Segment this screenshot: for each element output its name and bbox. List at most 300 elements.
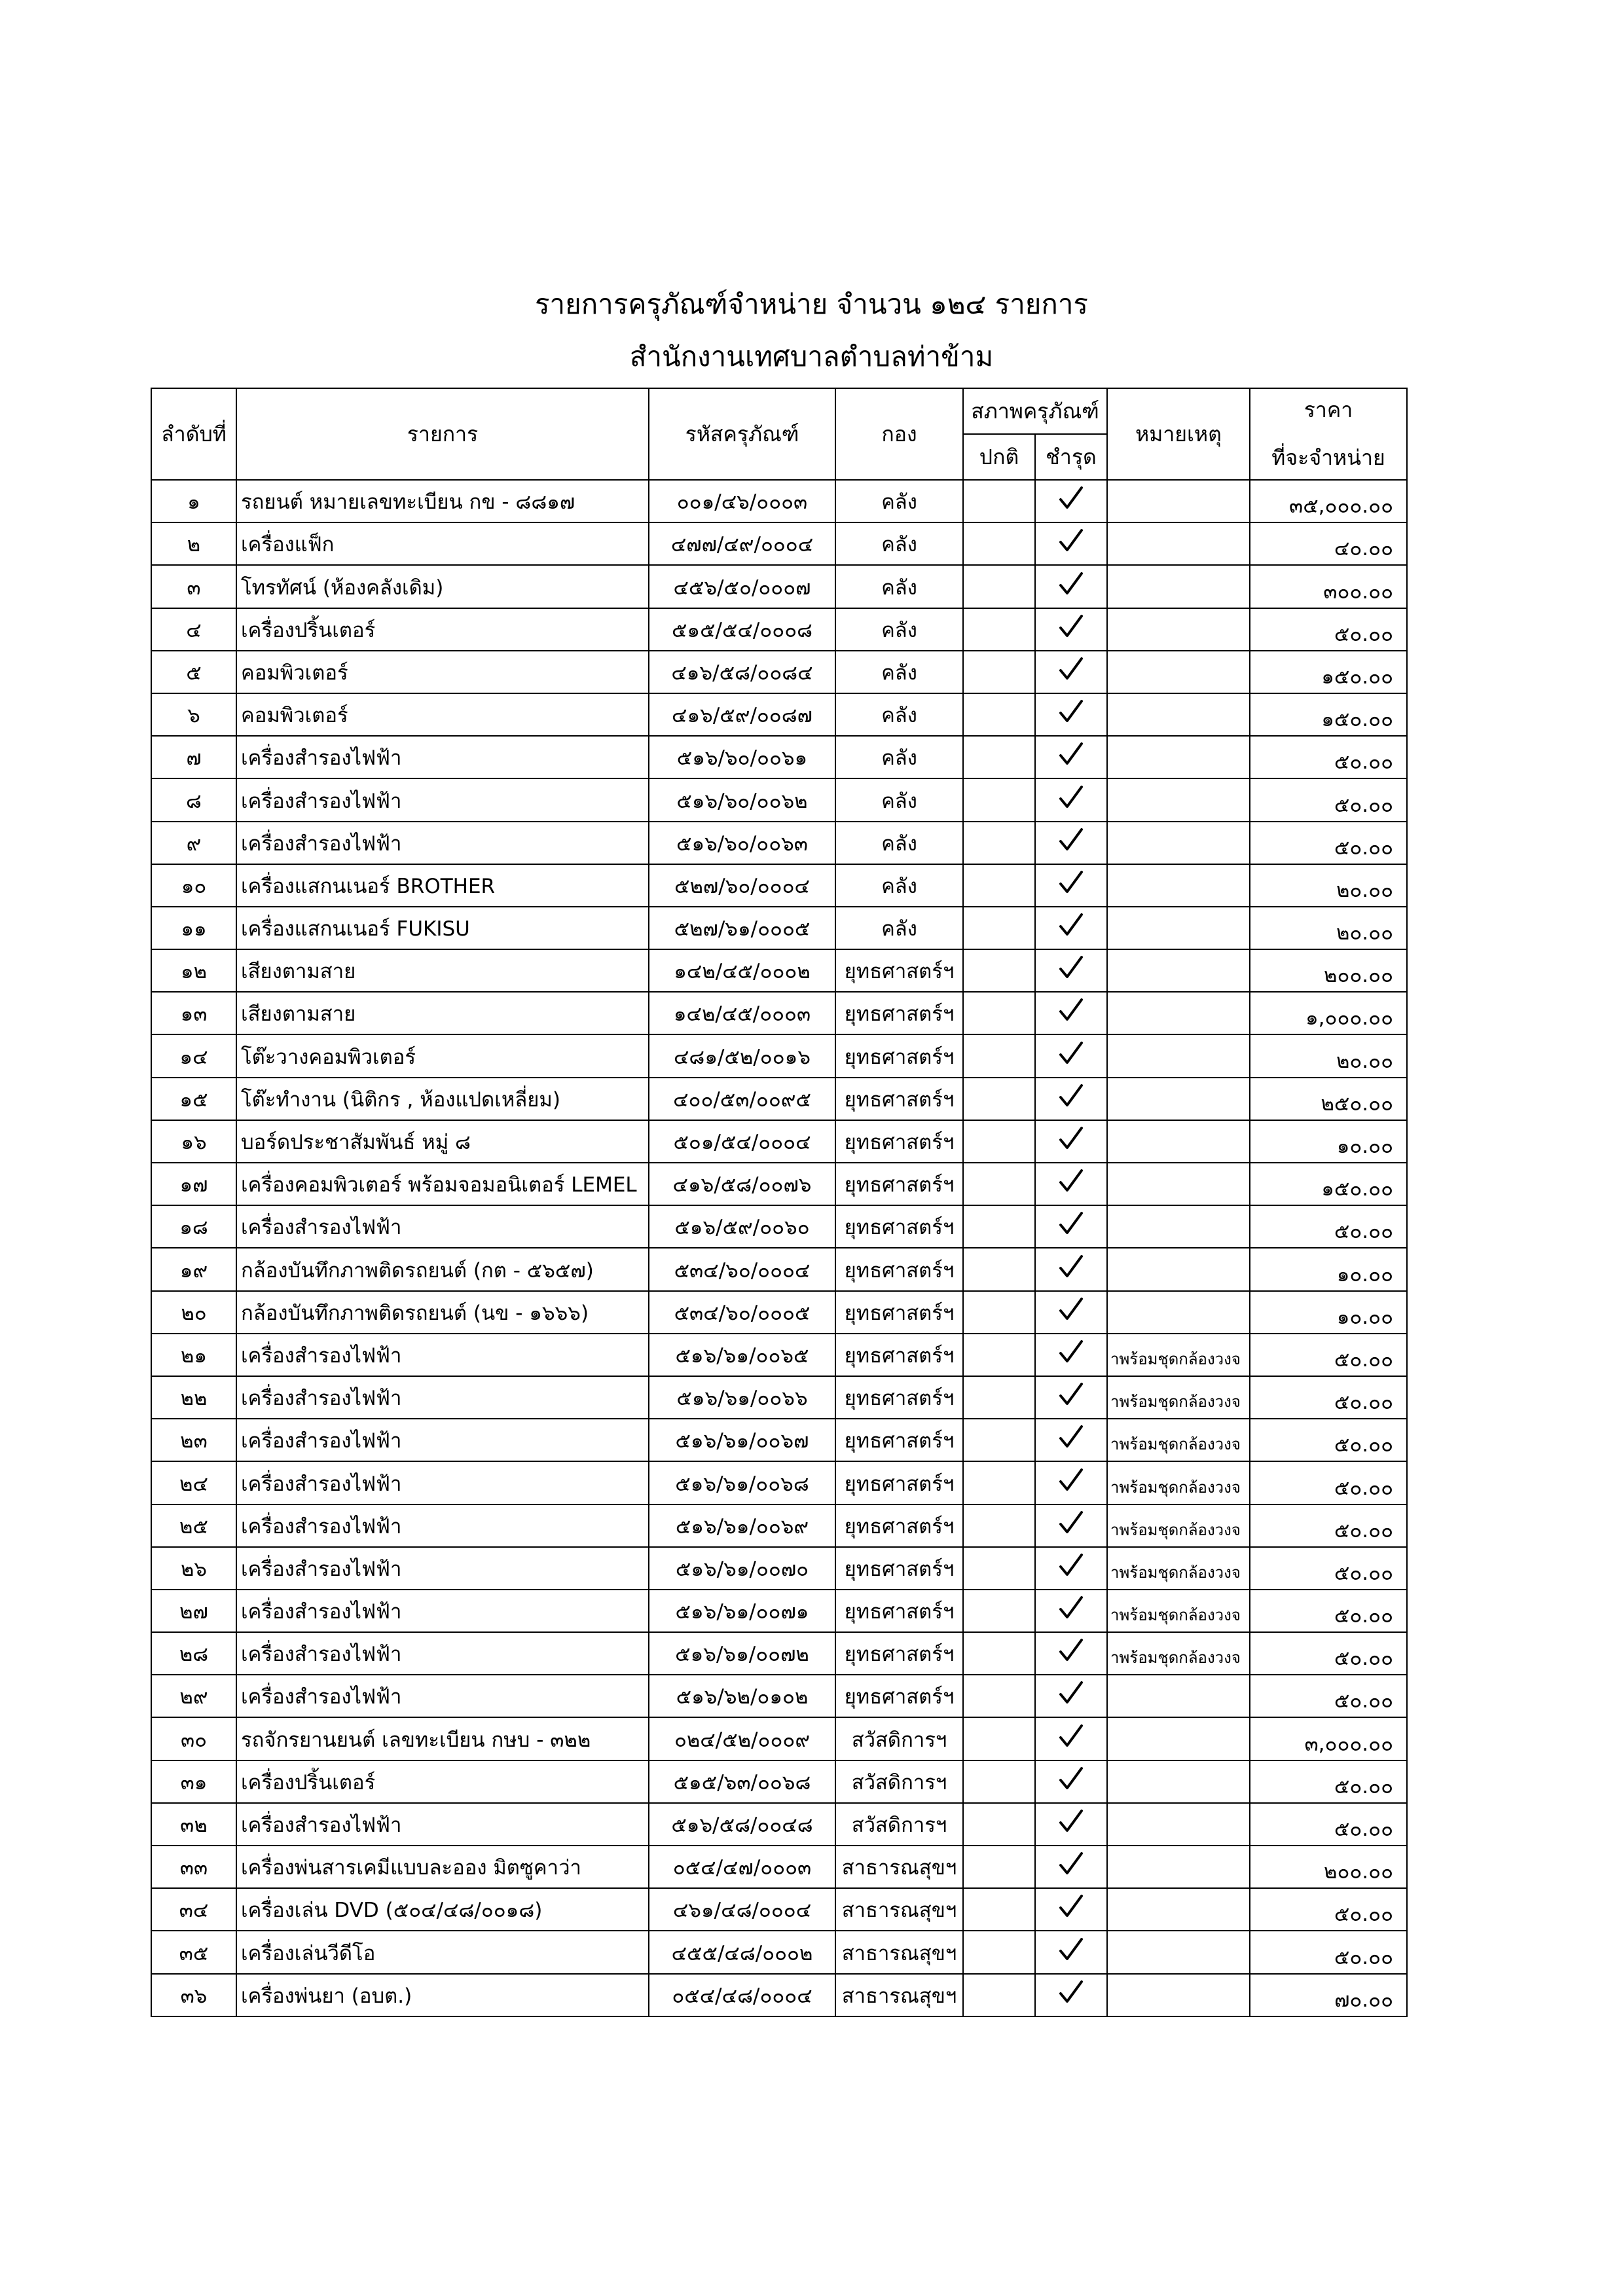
row-normal <box>963 1034 1035 1077</box>
row-damaged <box>1035 1034 1107 1077</box>
check-mark-icon <box>1057 953 1085 982</box>
row-dept: คลัง <box>835 907 963 949</box>
row-code: ๐๒๔/๕๒/๐๐๐๙ <box>649 1717 835 1760</box>
row-damaged <box>1035 1120 1107 1163</box>
check-mark-icon <box>1057 1209 1085 1238</box>
check-mark-icon <box>1057 1935 1085 1964</box>
row-normal <box>963 1504 1035 1547</box>
row-note <box>1107 822 1250 864</box>
row-no: ๒๔ <box>151 1461 236 1504</box>
row-price: ๒๕๐.๐๐ <box>1250 1078 1407 1120</box>
row-normal <box>963 1163 1035 1205</box>
check-mark-icon <box>1057 484 1085 513</box>
row-item: เครื่องสำรองไฟฟ้า <box>236 822 649 864</box>
table-row <box>151 822 1407 864</box>
row-item: กล้องบันทึกภาพติดรถยนต์ (นข - ๑๖๖๖) <box>236 1291 649 1334</box>
row-note <box>1107 949 1250 992</box>
row-dept: คลัง <box>835 608 963 651</box>
row-no: ๒๙ <box>151 1675 236 1717</box>
row-note <box>1107 1120 1250 1163</box>
row-damaged <box>1035 778 1107 821</box>
check-mark-icon <box>1057 826 1085 854</box>
row-dept: ยุทธศาสตร์ฯ <box>835 949 963 992</box>
row-note <box>1107 1205 1250 1248</box>
row-dept: คลัง <box>835 822 963 864</box>
row-note <box>1107 1078 1250 1120</box>
row-normal <box>963 1974 1035 2016</box>
check-mark-icon <box>1057 697 1085 726</box>
row-no: ๑๘ <box>151 1205 236 1248</box>
row-normal <box>963 1334 1035 1376</box>
row-code: ๐๐๑/๔๖/๐๐๐๓ <box>649 480 835 522</box>
row-no: ๙ <box>151 822 236 864</box>
row-damaged <box>1035 1590 1107 1632</box>
row-price: ๕๐.๐๐ <box>1250 608 1407 651</box>
row-price: ๑,๐๐๐.๐๐ <box>1250 992 1407 1034</box>
check-mark-icon <box>1057 783 1085 812</box>
row-price: ๑๐.๐๐ <box>1250 1120 1407 1163</box>
row-damaged <box>1035 1547 1107 1590</box>
row-price: ๒๐.๐๐ <box>1250 864 1407 907</box>
row-price: ๓๕,๐๐๐.๐๐ <box>1250 480 1407 522</box>
header-price-line1: ราคา <box>1304 397 1353 422</box>
table-row <box>151 1205 1407 1248</box>
row-item: เครื่องแฟ็ก <box>236 522 649 565</box>
row-price: ๕๐.๐๐ <box>1250 1205 1407 1248</box>
row-note <box>1107 1888 1250 1931</box>
row-note <box>1107 1291 1250 1334</box>
table-row <box>151 736 1407 778</box>
check-mark-icon <box>1057 1252 1085 1281</box>
row-note <box>1107 1248 1250 1290</box>
row-damaged <box>1035 1888 1107 1931</box>
row-no: ๑๐ <box>151 864 236 907</box>
check-mark-icon <box>1057 1636 1085 1665</box>
row-price: ๑๕๐.๐๐ <box>1250 651 1407 693</box>
row-code: ๕๑๖/๖๐/๐๐๖๓ <box>649 822 835 864</box>
row-code: ๐๕๔/๔๗/๐๐๐๓ <box>649 1846 835 1888</box>
row-dept: คลัง <box>835 522 963 565</box>
row-item: เครื่องแสกนเนอร์ BROTHER <box>236 864 649 907</box>
row-no: ๓๓ <box>151 1846 236 1888</box>
row-normal <box>963 522 1035 565</box>
row-normal <box>963 1632 1035 1675</box>
check-mark-icon <box>1057 1807 1085 1836</box>
check-mark-icon <box>1057 1551 1085 1580</box>
row-code: ๕๑๖/๖๑/๐๐๖๘ <box>649 1461 835 1504</box>
table-row <box>151 907 1407 949</box>
row-no: ๑๗ <box>151 1163 236 1205</box>
row-normal <box>963 778 1035 821</box>
table-row <box>151 651 1407 693</box>
row-code: ๔๖๑/๔๘/๐๐๐๔ <box>649 1888 835 1931</box>
row-damaged <box>1035 1376 1107 1419</box>
row-price: ๑๐.๐๐ <box>1250 1248 1407 1290</box>
table-row <box>151 1846 1407 1888</box>
row-damaged <box>1035 651 1107 693</box>
row-no: ๑๓ <box>151 992 236 1034</box>
check-mark-icon <box>1057 1295 1085 1324</box>
row-normal <box>963 1419 1035 1461</box>
row-code: ๕๑๖/๕๙/๐๐๖๐ <box>649 1205 835 1248</box>
check-mark-icon <box>1057 1764 1085 1793</box>
row-no: ๑ <box>151 480 236 522</box>
row-item: เครื่องพ่นยา (อบต.) <box>236 1974 649 2016</box>
row-damaged <box>1035 736 1107 778</box>
row-normal <box>963 651 1035 693</box>
row-no: ๓๔ <box>151 1888 236 1931</box>
row-note: าพร้อมชุดกล้องวงจ <box>1107 1419 1250 1461</box>
row-item: เครื่องเล่น DVD (๕๐๔/๔๘/๐๐๑๘) <box>236 1888 649 1931</box>
row-no: ๕ <box>151 651 236 693</box>
row-dept: สาธารณสุขฯ <box>835 1974 963 2016</box>
table-body <box>151 480 1407 2016</box>
row-damaged <box>1035 1078 1107 1120</box>
row-code: ๕๑๖/๖๑/๐๐๗๐ <box>649 1547 835 1590</box>
row-normal <box>963 1120 1035 1163</box>
row-damaged <box>1035 822 1107 864</box>
row-normal <box>963 1291 1035 1334</box>
row-normal <box>963 907 1035 949</box>
row-note <box>1107 736 1250 778</box>
row-code: ๕๒๗/๖๐/๐๐๐๔ <box>649 864 835 907</box>
table-row <box>151 1120 1407 1163</box>
row-dept: ยุทธศาสตร์ฯ <box>835 1632 963 1675</box>
row-damaged <box>1035 1205 1107 1248</box>
row-code: ๕๑๖/๖๒/๐๑๐๒ <box>649 1675 835 1717</box>
row-code: ๕๓๔/๖๐/๐๐๐๕ <box>649 1291 835 1334</box>
row-dept: ยุทธศาสตร์ฯ <box>835 1291 963 1334</box>
row-note <box>1107 693 1250 736</box>
header-code: รหัสครุภัณฑ์ <box>649 388 835 480</box>
row-price: ๕๐.๐๐ <box>1250 1931 1407 1973</box>
row-item: เสียงตามสาย <box>236 992 649 1034</box>
row-normal <box>963 1717 1035 1760</box>
row-code: ๕๐๑/๕๔/๐๐๐๔ <box>649 1120 835 1163</box>
row-dept: คลัง <box>835 864 963 907</box>
row-code: ๔๑๖/๕๘/๐๐๘๔ <box>649 651 835 693</box>
row-note <box>1107 1760 1250 1803</box>
row-note <box>1107 608 1250 651</box>
row-damaged <box>1035 1334 1107 1376</box>
check-mark-icon <box>1057 1039 1085 1068</box>
row-dept: ยุทธศาสตร์ฯ <box>835 1120 963 1163</box>
row-price: ๑๐.๐๐ <box>1250 1291 1407 1334</box>
row-damaged <box>1035 1291 1107 1334</box>
row-damaged <box>1035 480 1107 522</box>
row-note: าพร้อมชุดกล้องวงจ <box>1107 1547 1250 1590</box>
row-price: ๑๕๐.๐๐ <box>1250 693 1407 736</box>
row-note <box>1107 907 1250 949</box>
row-code: ๔๕๖/๕๐/๐๐๐๗ <box>649 565 835 608</box>
row-note <box>1107 1846 1250 1888</box>
row-item: เครื่องปริ้นเตอร์ <box>236 608 649 651</box>
table-row <box>151 1931 1407 1973</box>
row-code: ๕๑๕/๕๔/๐๐๐๘ <box>649 608 835 651</box>
row-item: โต๊ะทำงาน (นิติกร , ห้องแปดเหลี่ยม) <box>236 1078 649 1120</box>
row-no: ๒๑ <box>151 1334 236 1376</box>
row-code: ๕๑๖/๖๑/๐๐๖๖ <box>649 1376 835 1419</box>
row-dept: ยุทธศาสตร์ฯ <box>835 1334 963 1376</box>
row-note: าพร้อมชุดกล้องวงจ <box>1107 1376 1250 1419</box>
table-row <box>151 1974 1407 2016</box>
row-normal <box>963 1931 1035 1973</box>
check-mark-icon <box>1057 526 1085 555</box>
row-normal <box>963 949 1035 992</box>
row-price: ๑๕๐.๐๐ <box>1250 1163 1407 1205</box>
row-normal <box>963 1760 1035 1803</box>
row-item: คอมพิวเตอร์ <box>236 693 649 736</box>
row-damaged <box>1035 1461 1107 1504</box>
row-no: ๗ <box>151 736 236 778</box>
row-dept: ยุทธศาสตร์ฯ <box>835 1376 963 1419</box>
row-no: ๑๒ <box>151 949 236 992</box>
row-damaged <box>1035 1419 1107 1461</box>
table-row <box>151 1504 1407 1547</box>
row-dept: ยุทธศาสตร์ฯ <box>835 992 963 1034</box>
row-price: ๒๐.๐๐ <box>1250 1034 1407 1077</box>
header-damaged: ชำรุด <box>1035 434 1107 480</box>
table-row <box>151 565 1407 608</box>
table-header <box>151 388 1407 480</box>
check-mark-icon <box>1057 612 1085 641</box>
row-item: เครื่องปริ้นเตอร์ <box>236 1760 649 1803</box>
row-item: รถจักรยานยนต์ เลขทะเบียน กษบ - ๓๒๒ <box>236 1717 649 1760</box>
row-item: โต๊ะวางคอมพิวเตอร์ <box>236 1034 649 1077</box>
row-dept: สาธารณสุขฯ <box>835 1846 963 1888</box>
row-damaged <box>1035 1803 1107 1846</box>
row-price: ๕๐.๐๐ <box>1250 736 1407 778</box>
row-code: ๕๑๖/๕๘/๐๐๔๘ <box>649 1803 835 1846</box>
row-item: เครื่องสำรองไฟฟ้า <box>236 1547 649 1590</box>
header-no: ลำดับที่ <box>151 388 236 480</box>
check-mark-icon <box>1057 911 1085 939</box>
row-code: ๕๒๗/๖๑/๐๐๐๕ <box>649 907 835 949</box>
row-no: ๒๗ <box>151 1590 236 1632</box>
row-code: ๔๕๕/๔๘/๐๐๐๒ <box>649 1931 835 1973</box>
header-item: รายการ <box>236 388 649 480</box>
row-item: เครื่องสำรองไฟฟ้า <box>236 1376 649 1419</box>
row-no: ๒๓ <box>151 1419 236 1461</box>
row-damaged <box>1035 608 1107 651</box>
row-item: เครื่องสำรองไฟฟ้า <box>236 1504 649 1547</box>
row-price: ๕๐.๐๐ <box>1250 1632 1407 1675</box>
check-mark-icon <box>1057 1167 1085 1195</box>
row-item: เครื่องสำรองไฟฟ้า <box>236 1675 649 1717</box>
check-mark-icon <box>1057 1850 1085 1878</box>
row-note <box>1107 864 1250 907</box>
row-no: ๓๐ <box>151 1717 236 1760</box>
check-mark-icon <box>1057 1338 1085 1366</box>
row-dept: สวัสดิการฯ <box>835 1760 963 1803</box>
row-normal <box>963 1376 1035 1419</box>
row-damaged <box>1035 1163 1107 1205</box>
table-row <box>151 1803 1407 1846</box>
check-mark-icon <box>1057 996 1085 1025</box>
row-code: ๑๔๒/๔๕/๐๐๐๒ <box>649 949 835 992</box>
document-title: รายการครุภัณฑ์จำหน่าย จำนวน ๑๒๔ รายการ <box>535 288 1088 320</box>
row-item: เครื่องสำรองไฟฟ้า <box>236 1590 649 1632</box>
row-note <box>1107 565 1250 608</box>
header-note: หมายเหตุ <box>1107 388 1250 480</box>
table-row <box>151 693 1407 736</box>
row-damaged <box>1035 1974 1107 2016</box>
check-mark-icon <box>1057 1082 1085 1110</box>
row-item: เครื่องสำรองไฟฟ้า <box>236 1205 649 1248</box>
row-note <box>1107 992 1250 1034</box>
table-row <box>151 1248 1407 1290</box>
row-price: ๔๐.๐๐ <box>1250 522 1407 565</box>
row-item: เครื่องเล่นวีดีโอ <box>236 1931 649 1973</box>
row-dept: ยุทธศาสตร์ฯ <box>835 1547 963 1590</box>
header-condition: สภาพครุภัณฑ์ <box>963 388 1107 434</box>
row-dept: ยุทธศาสตร์ฯ <box>835 1461 963 1504</box>
row-dept: สาธารณสุขฯ <box>835 1931 963 1973</box>
row-price: ๕๐.๐๐ <box>1250 1504 1407 1547</box>
row-dept: คลัง <box>835 736 963 778</box>
row-note <box>1107 1974 1250 2016</box>
row-normal <box>963 1803 1035 1846</box>
row-no: ๓๖ <box>151 1974 236 2016</box>
table-row <box>151 1334 1407 1376</box>
table-row <box>151 949 1407 992</box>
table-row <box>151 1675 1407 1717</box>
row-normal <box>963 1888 1035 1931</box>
row-note: าพร้อมชุดกล้องวงจ <box>1107 1632 1250 1675</box>
row-code: ๔๘๑/๕๒/๐๐๑๖ <box>649 1034 835 1077</box>
row-note <box>1107 480 1250 522</box>
row-normal <box>963 1248 1035 1290</box>
check-mark-icon <box>1057 1892 1085 1921</box>
row-no: ๑๙ <box>151 1248 236 1290</box>
check-mark-icon <box>1057 1124 1085 1153</box>
row-no: ๘ <box>151 778 236 821</box>
check-mark-icon <box>1057 868 1085 897</box>
row-dept: ยุทธศาสตร์ฯ <box>835 1504 963 1547</box>
row-code: ๕๑๖/๖๐/๐๐๖๑ <box>649 736 835 778</box>
row-note <box>1107 1163 1250 1205</box>
row-normal <box>963 565 1035 608</box>
row-note <box>1107 651 1250 693</box>
row-no: ๓๕ <box>151 1931 236 1973</box>
row-item: เครื่องสำรองไฟฟ้า <box>236 778 649 821</box>
row-item: กล้องบันทึกภาพติดรถยนต์ (กต - ๕๖๕๗) <box>236 1248 649 1290</box>
row-dept: ยุทธศาสตร์ฯ <box>835 1205 963 1248</box>
table-row <box>151 1461 1407 1504</box>
row-item: รถยนต์ หมายเลขทะเบียน กข - ๘๘๑๗ <box>236 480 649 522</box>
check-mark-icon <box>1057 1380 1085 1409</box>
check-mark-icon <box>1057 570 1085 598</box>
table-row <box>151 1034 1407 1077</box>
table-row <box>151 992 1407 1034</box>
row-price: ๒๐๐.๐๐ <box>1250 1846 1407 1888</box>
row-note <box>1107 1931 1250 1973</box>
row-normal <box>963 736 1035 778</box>
row-dept: สาธารณสุขฯ <box>835 1888 963 1931</box>
row-no: ๒๖ <box>151 1547 236 1590</box>
check-mark-icon <box>1057 1679 1085 1707</box>
row-item: เครื่องพ่นสารเคมีแบบละออง มิตซูคาว่า <box>236 1846 649 1888</box>
table-row <box>151 1078 1407 1120</box>
table-row <box>151 1632 1407 1675</box>
row-no: ๑๔ <box>151 1034 236 1077</box>
row-no: ๑๖ <box>151 1120 236 1163</box>
row-note <box>1107 1034 1250 1077</box>
row-code: ๔๗๗/๔๙/๐๐๐๔ <box>649 522 835 565</box>
row-normal <box>963 864 1035 907</box>
row-item: เครื่องสำรองไฟฟ้า <box>236 736 649 778</box>
row-no: ๑๕ <box>151 1078 236 1120</box>
row-code: ๕๑๖/๖๑/๐๐๗๑ <box>649 1590 835 1632</box>
row-price: ๕๐.๐๐ <box>1250 1376 1407 1419</box>
row-damaged <box>1035 1504 1107 1547</box>
table-row <box>151 1717 1407 1760</box>
row-item: เครื่องสำรองไฟฟ้า <box>236 1419 649 1461</box>
row-dept: คลัง <box>835 651 963 693</box>
check-mark-icon <box>1057 1978 1085 2007</box>
row-damaged <box>1035 1248 1107 1290</box>
row-normal <box>963 1461 1035 1504</box>
row-damaged <box>1035 522 1107 565</box>
row-dept: ยุทธศาสตร์ฯ <box>835 1675 963 1717</box>
row-no: ๒ <box>151 522 236 565</box>
row-code: ๔๐๐/๕๓/๐๐๙๕ <box>649 1078 835 1120</box>
row-dept: ยุทธศาสตร์ฯ <box>835 1248 963 1290</box>
row-price: ๕๐.๐๐ <box>1250 1760 1407 1803</box>
row-item: คอมพิวเตอร์ <box>236 651 649 693</box>
header-dept: กอง <box>835 388 963 480</box>
row-normal <box>963 992 1035 1034</box>
row-damaged <box>1035 992 1107 1034</box>
row-normal <box>963 1078 1035 1120</box>
row-item: เสียงตามสาย <box>236 949 649 992</box>
row-dept: คลัง <box>835 693 963 736</box>
row-price: ๕๐.๐๐ <box>1250 1461 1407 1504</box>
row-code: ๑๔๒/๔๕/๐๐๐๓ <box>649 992 835 1034</box>
row-price: ๕๐.๐๐ <box>1250 1547 1407 1590</box>
row-note: าพร้อมชุดกล้องวงจ <box>1107 1504 1250 1547</box>
row-no: ๒๘ <box>151 1632 236 1675</box>
check-mark-icon <box>1057 1722 1085 1751</box>
row-normal <box>963 1846 1035 1888</box>
row-no: ๒๐ <box>151 1291 236 1334</box>
row-price: ๕๐.๐๐ <box>1250 1419 1407 1461</box>
row-dept: ยุทธศาสตร์ฯ <box>835 1034 963 1077</box>
row-dept: ยุทธศาสตร์ฯ <box>835 1419 963 1461</box>
row-code: ๕๑๖/๖๑/๐๐๖๕ <box>649 1334 835 1376</box>
check-mark-icon <box>1057 1594 1085 1622</box>
row-price: ๕๐.๐๐ <box>1250 1888 1407 1931</box>
check-mark-icon <box>1057 1423 1085 1451</box>
row-normal <box>963 1547 1035 1590</box>
inventory-table <box>151 388 1408 2017</box>
row-normal <box>963 693 1035 736</box>
table-row <box>151 1760 1407 1803</box>
document-subtitle: สำนักงานเทศบาลตำบลท่าข้าม <box>629 340 994 373</box>
row-normal <box>963 1675 1035 1717</box>
row-dept: คลัง <box>835 565 963 608</box>
check-mark-icon <box>1057 1508 1085 1537</box>
table-row <box>151 1419 1407 1461</box>
row-dept: คลัง <box>835 480 963 522</box>
row-dept: สวัสดิการฯ <box>835 1803 963 1846</box>
row-price: ๒๐.๐๐ <box>1250 907 1407 949</box>
table-row <box>151 778 1407 821</box>
row-code: ๕๑๖/๖๑/๐๐๗๒ <box>649 1632 835 1675</box>
header-normal: ปกติ <box>963 434 1035 480</box>
table-row <box>151 1888 1407 1931</box>
table-row <box>151 522 1407 565</box>
